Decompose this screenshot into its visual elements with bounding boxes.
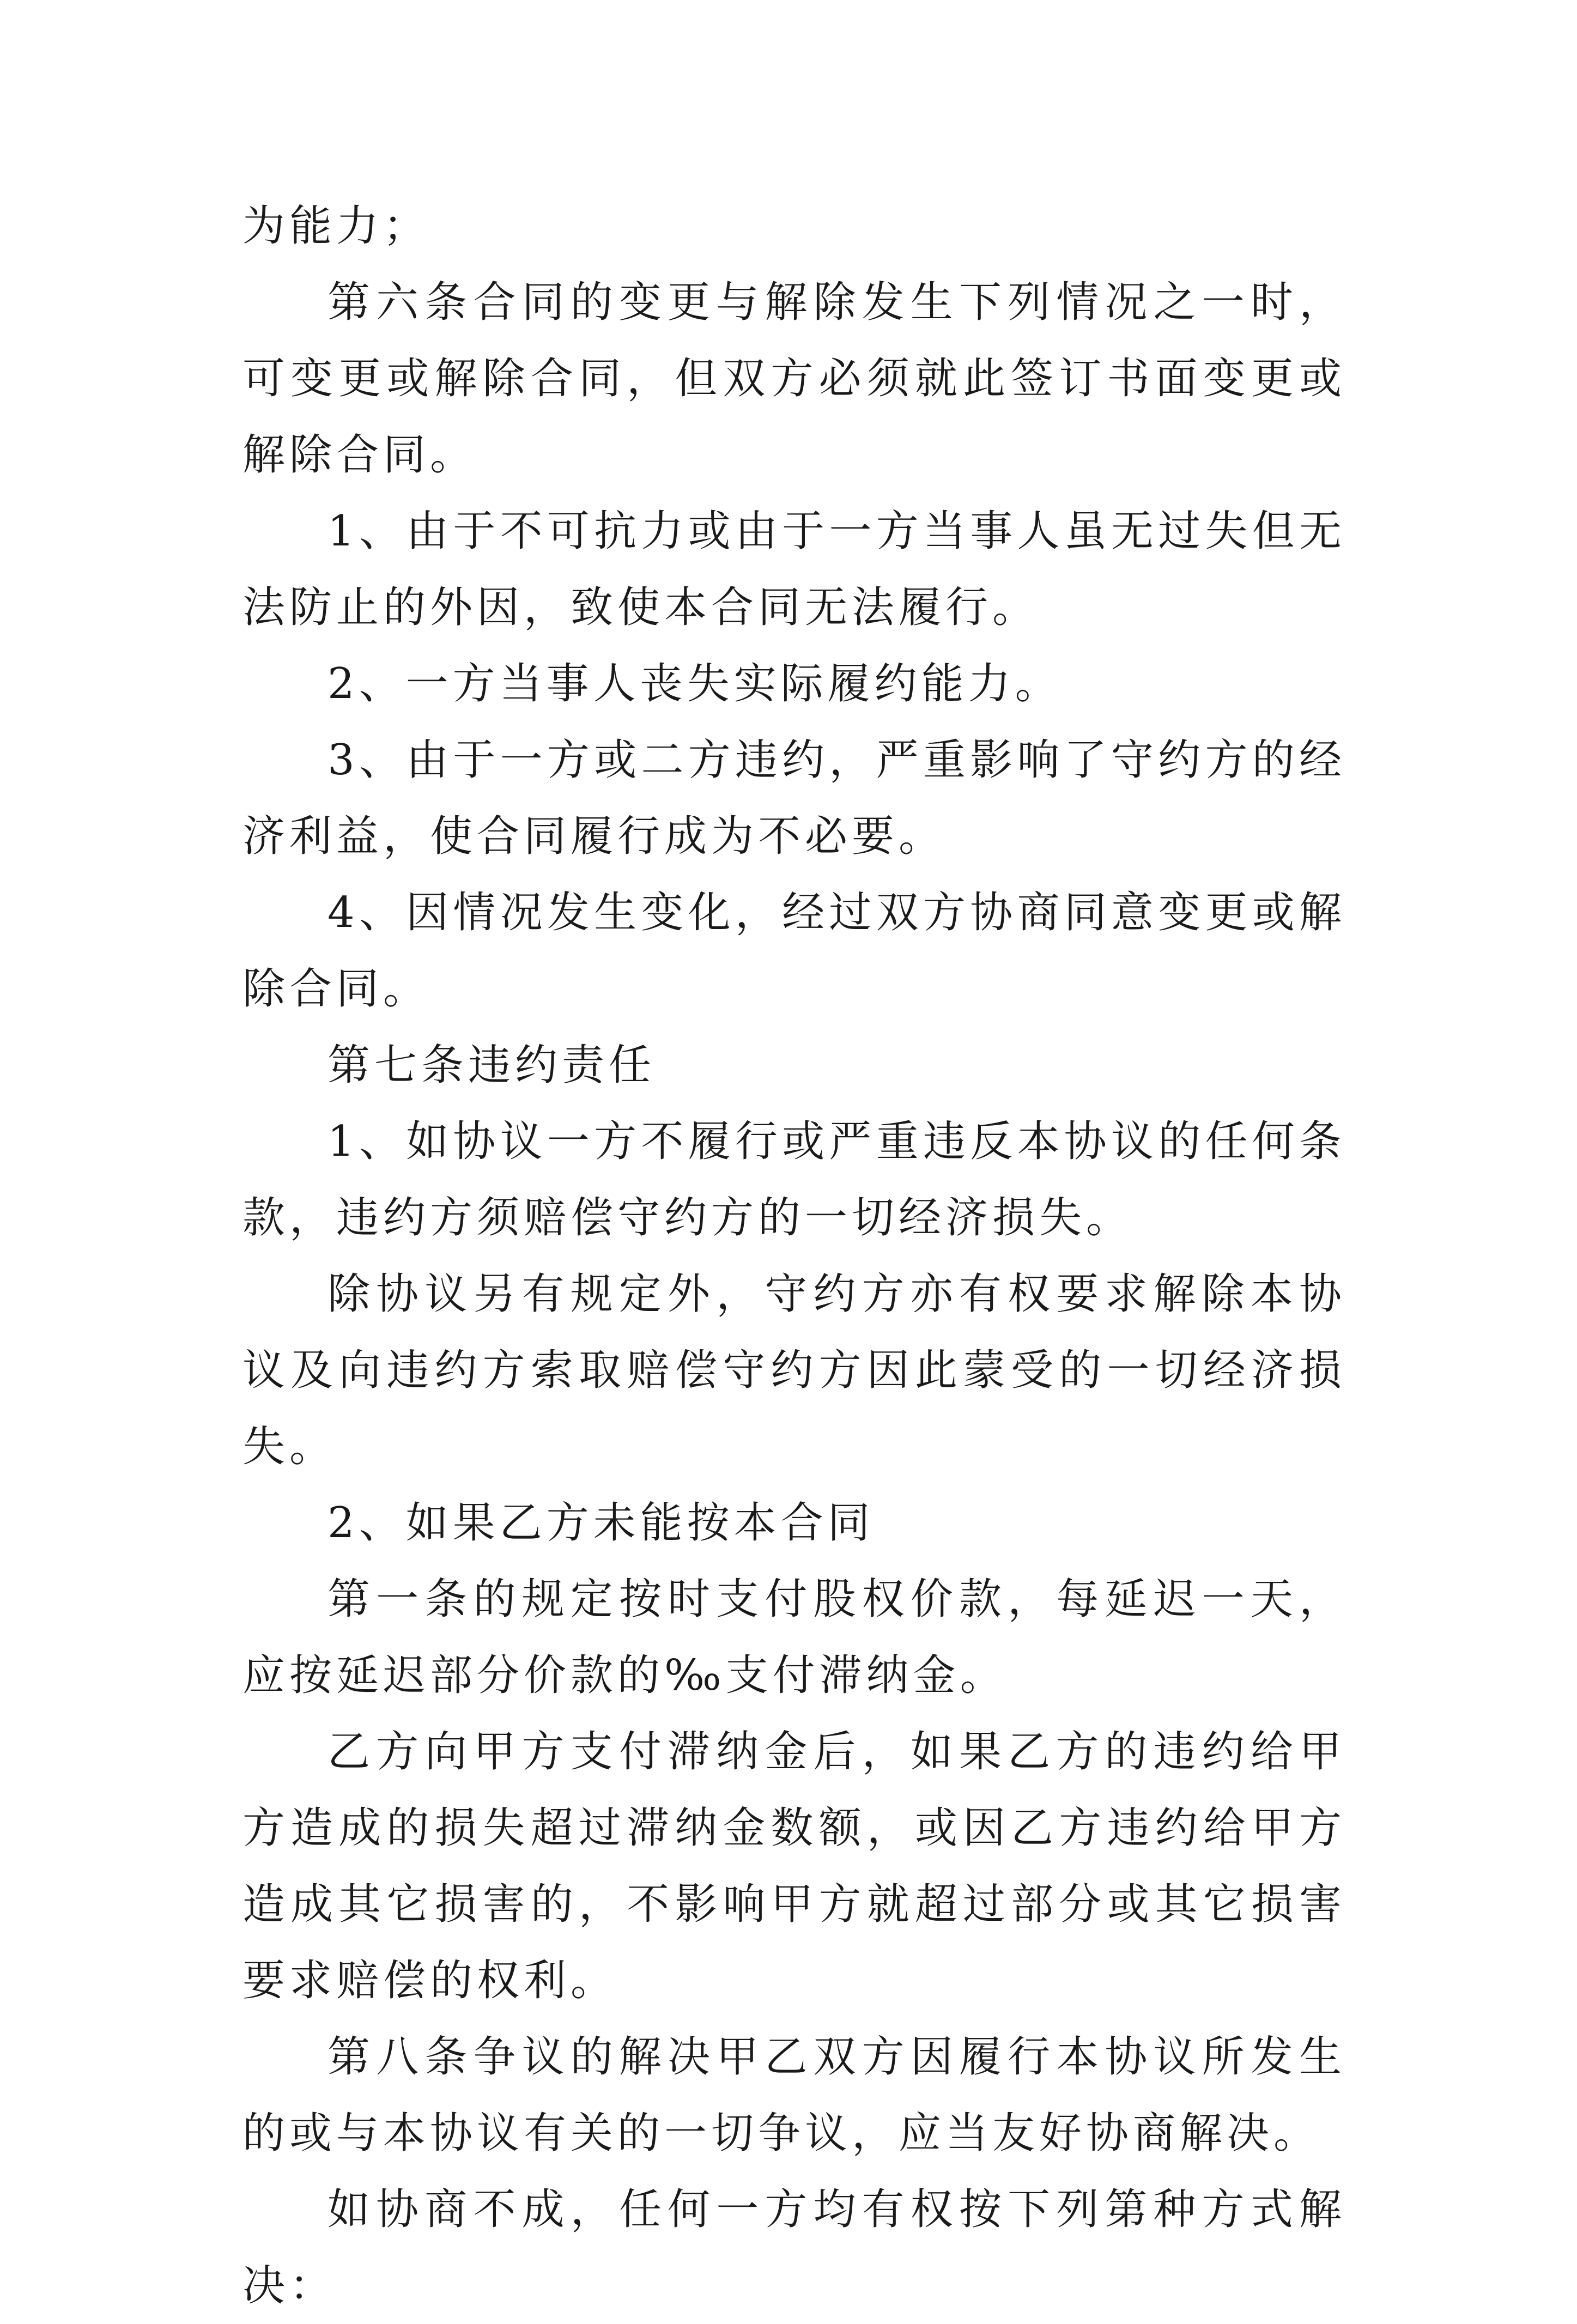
- paragraph-article-6-item-4: 4、因情况发生变化，经过双方协商同意变更或解除合同。: [242, 888, 1346, 1014]
- paragraph-article-6: 第六条合同的变更与解除发生下列情况之一时，可变更或解除合同，但双方必须就此签订书面变更或解除合同。: [242, 278, 1346, 480]
- paragraph-dispute-method: 如协商不成，任何一方均有权按下列第种方式解决：: [242, 2185, 1346, 2310]
- paragraph-late-fee: 乙方向甲方支付滞纳金后，如果乙方的违约给甲方造成的损失超过滞纳金数额，或因乙方违约给甲方造成其它损害的，不影响甲方就超过部分或其它损害要求赔偿的权利。: [242, 1727, 1346, 2005]
- paragraph-article-6-item-1: 1、由于不可抗力或由于一方当事人虽无过失但无法防止的外因，致使本合同无法履行。: [242, 507, 1346, 632]
- paragraph-article-7-item-1: 1、如协议一方不履行或严重违反本协议的任何条款，违约方须赔偿守约方的一切经济损失。: [242, 1117, 1346, 1242]
- paragraph-article-6-item-2: 2、一方当事人丧失实际履约能力。: [327, 659, 1062, 708]
- paragraph-article-7-item-2: 2、如果乙方未能按本合同: [327, 1498, 875, 1548]
- paragraph-article-7-clause: 除协议另有规定外，守约方亦有权要求解除本协议及向违约方索取赔偿守约方因此蒙受的一切经济损失。: [242, 1270, 1346, 1471]
- paragraph-article-6-item-3: 3、由于一方或二方违约，严重影响了守约方的经济利益，使合同履行成为不必要。: [242, 736, 1346, 861]
- paragraph-article-1-reference: 第一条的规定按时支付股权价款，每延迟一天，应按延迟部分价款的‰支付滞纳金。: [242, 1575, 1346, 1700]
- paragraph-continuation: 为能力；: [242, 202, 430, 251]
- paragraph-article-8: 第八条争议的解决甲乙双方因履行本协议所发生的或与本协议有关的一切争议，应当友好协商解决。: [242, 2032, 1346, 2158]
- document-body: [242, 188, 1346, 2324]
- paragraph-article-7-heading: 第七条违约责任: [327, 1041, 656, 1090]
